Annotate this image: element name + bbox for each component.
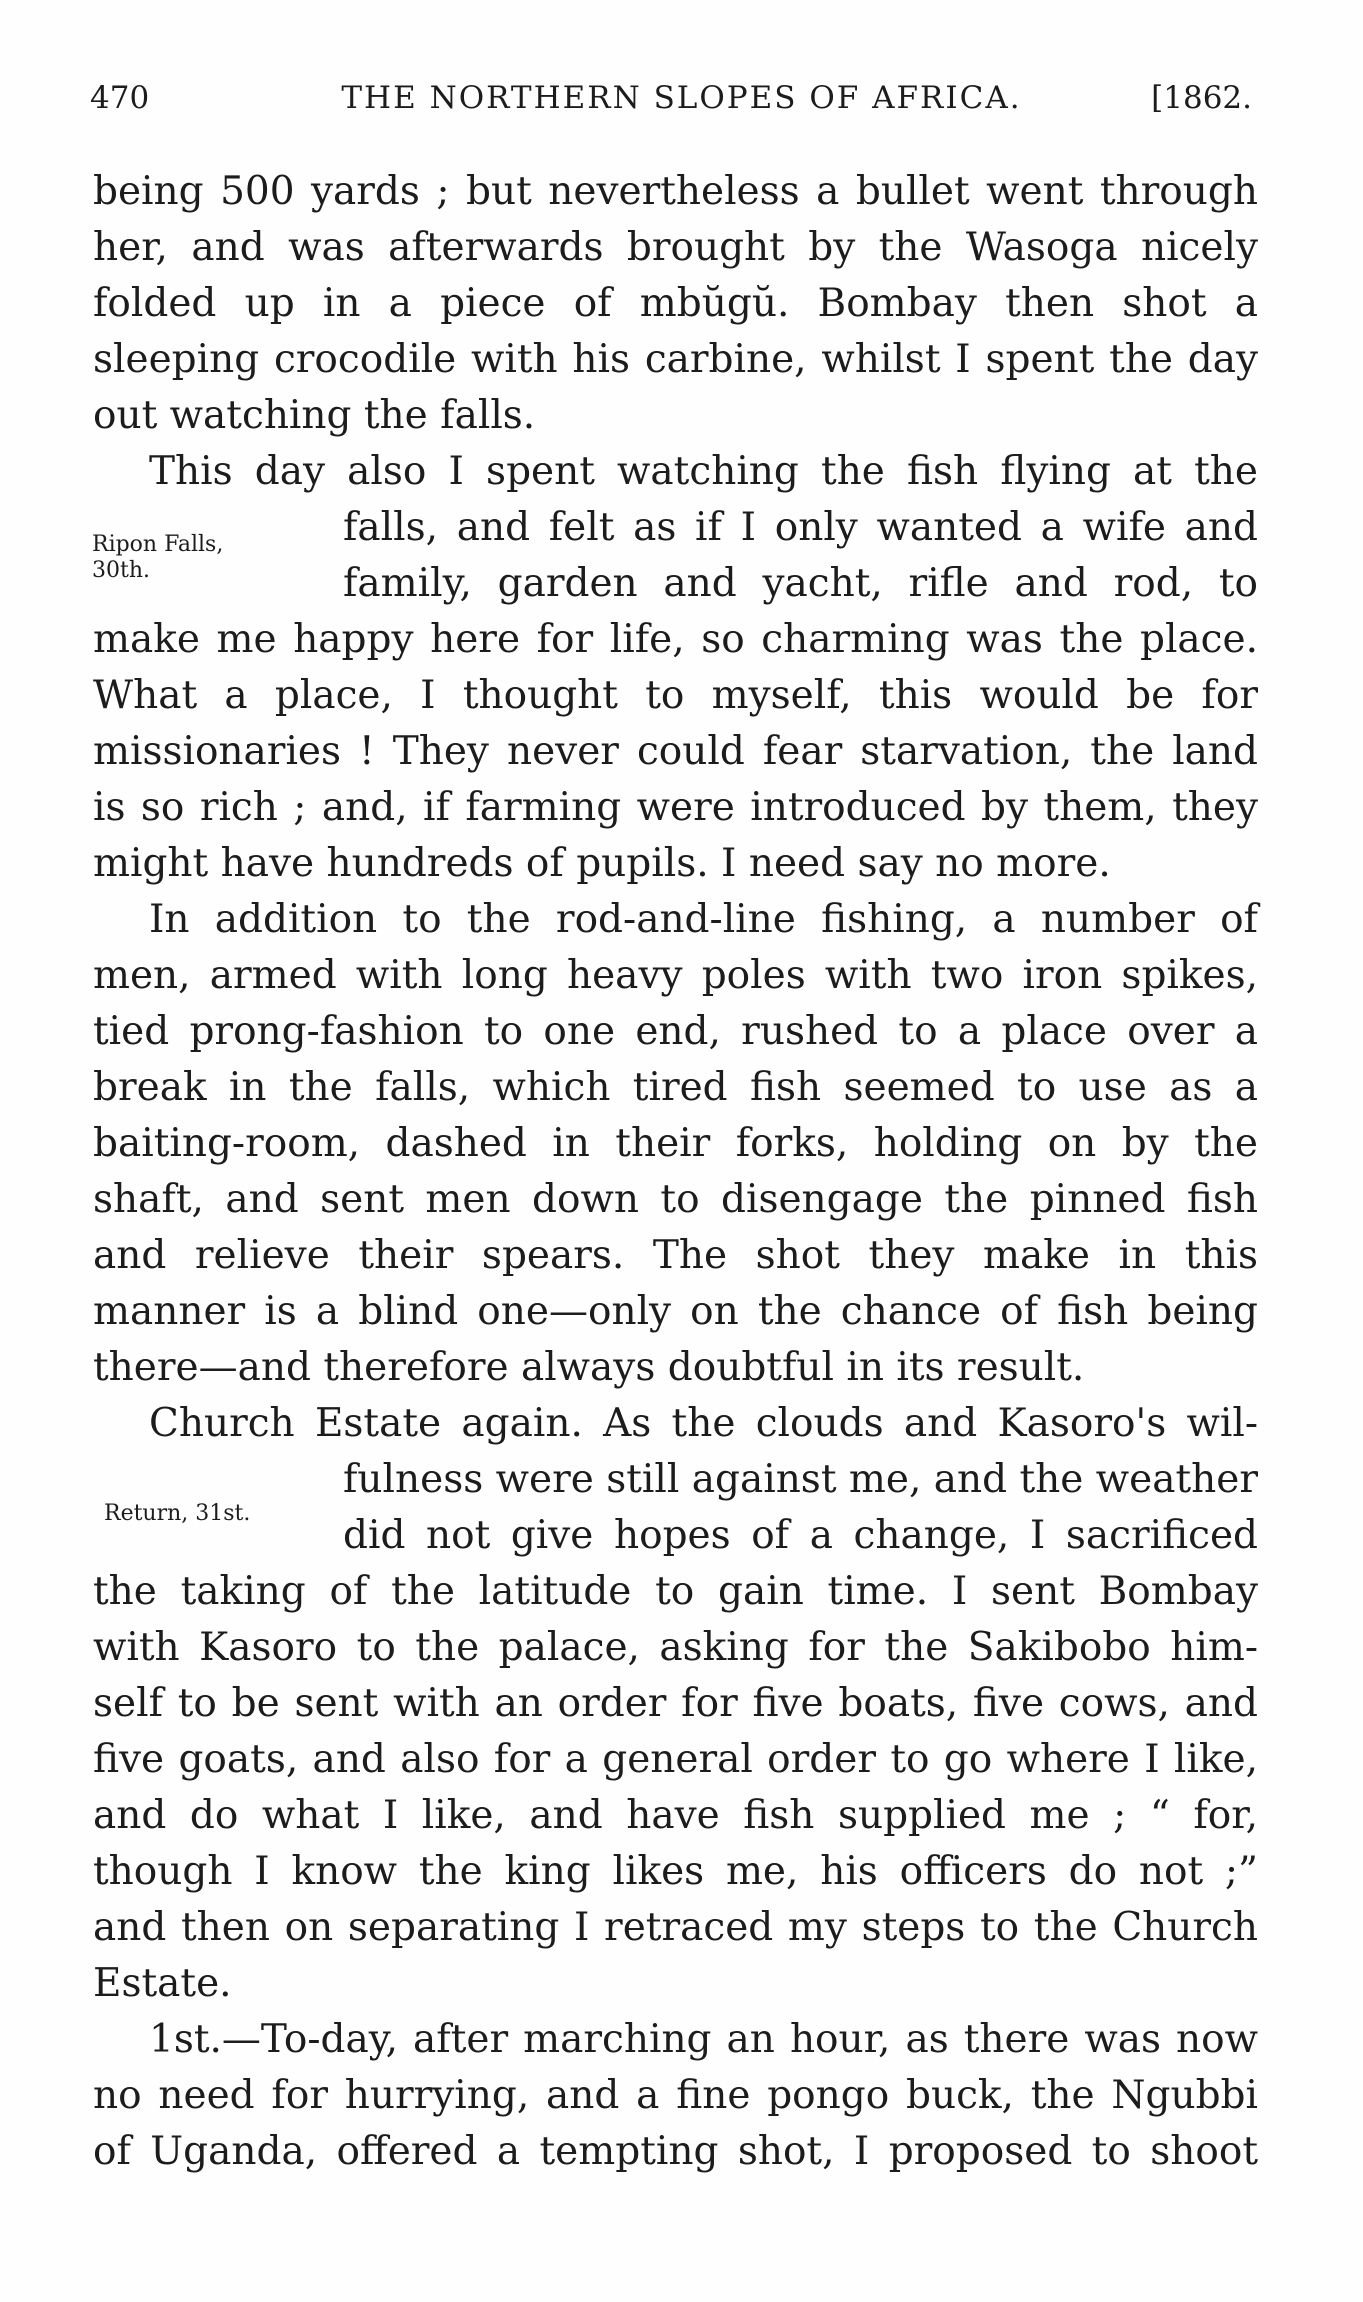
text-line: with Kasoro to the palace, asking for the Sakibobo him-	[93, 1625, 1258, 1670]
text-line: did not give hopes of a change, I sacrificed	[343, 1513, 1258, 1558]
text-line: missionaries ! They never could fear starvation, the land	[93, 729, 1258, 774]
text-line: is so rich ; and, if farming were introduced by them, they	[93, 785, 1258, 830]
text-line: falls, and felt as if I only wanted a wife and	[343, 505, 1258, 550]
page-number: 470	[90, 80, 150, 116]
text-line: out watching the falls.	[93, 393, 536, 438]
text-line: Estate.	[93, 1961, 232, 2006]
text-line: family, garden and yacht, rifle and rod, to	[343, 561, 1258, 606]
text-line: manner is a blind one—only on the chance of fish being	[93, 1289, 1258, 1334]
running-title: THE NORTHERN SLOPES OF AFRICA.	[341, 80, 1022, 116]
text-line: sleeping crocodile with his carbine, whilst I spent the day	[93, 337, 1258, 382]
text-line: and do what I like, and have fish supplied me ; “ for,	[93, 1793, 1258, 1838]
text-line: This day also I spent watching the fish flying at the	[149, 449, 1258, 494]
margin-note-line: 30th.	[92, 558, 150, 583]
text-line: might have hundreds of pupils. I need say no more.	[93, 841, 1111, 886]
text-line: her, and was afterwards brought by the Wasoga nicely	[93, 225, 1258, 270]
text-line: shaft, and sent men down to disengage the pinned fish	[93, 1177, 1258, 1222]
margin-note-ripon-falls	[92, 532, 223, 584]
text-line: What a place, I thought to myself, this would be for	[93, 673, 1258, 718]
header-year: [1862.	[1151, 80, 1252, 116]
text-line: self to be sent with an order for five boats, five cows, and	[93, 1681, 1258, 1726]
text-line: there—and therefore always doubtful in its result.	[93, 1345, 1085, 1390]
text-line: no need for hurrying, and a fine pongo buck, the Ngubbi	[93, 2073, 1258, 2118]
text-line: break in the falls, which tired fish seemed to use as a	[93, 1065, 1258, 1110]
text-line: five goats, and also for a general order to go where I like,	[93, 1737, 1258, 1782]
text-line: being 500 yards ; but nevertheless a bullet went through	[93, 169, 1258, 214]
text-line: fulness were still against me, and the weather	[343, 1457, 1258, 1502]
running-header	[0, 0, 1363, 120]
text-line: baiting-room, dashed in their forks, holding on by the	[93, 1121, 1258, 1166]
text-line: 1st.—To-day, after marching an hour, as there was now	[149, 2017, 1258, 2062]
text-line: of Uganda, offered a tempting shot, I proposed to shoot	[93, 2129, 1258, 2174]
text-line: the taking of the latitude to gain time. I sent Bombay	[93, 1569, 1258, 1614]
text-line: and then on separating I retraced my steps to the Church	[93, 1905, 1258, 1950]
margin-note-line: Ripon Falls,	[92, 532, 224, 557]
text-line: make me happy here for life, so charming was the place.	[93, 617, 1258, 662]
text-line: tied prong-fashion to one end, rushed to a place over a	[93, 1009, 1258, 1054]
text-line: though I know the king likes me, his officers do not ;”	[93, 1849, 1258, 1894]
margin-note-line: Return, 31st.	[104, 1501, 251, 1526]
text-line: men, armed with long heavy poles with two iron spikes,	[93, 953, 1258, 998]
text-line: folded up in a piece of mbŭgŭ. Bombay then shot a	[93, 281, 1258, 326]
text-line: Church Estate again. As the clouds and Kasoro's wil-	[149, 1401, 1258, 1446]
text-line: In addition to the rod-and-line fishing, a number of	[149, 897, 1258, 942]
text-line: and relieve their spears. The shot they make in this	[93, 1233, 1258, 1278]
margin-note-return	[104, 1501, 250, 1527]
